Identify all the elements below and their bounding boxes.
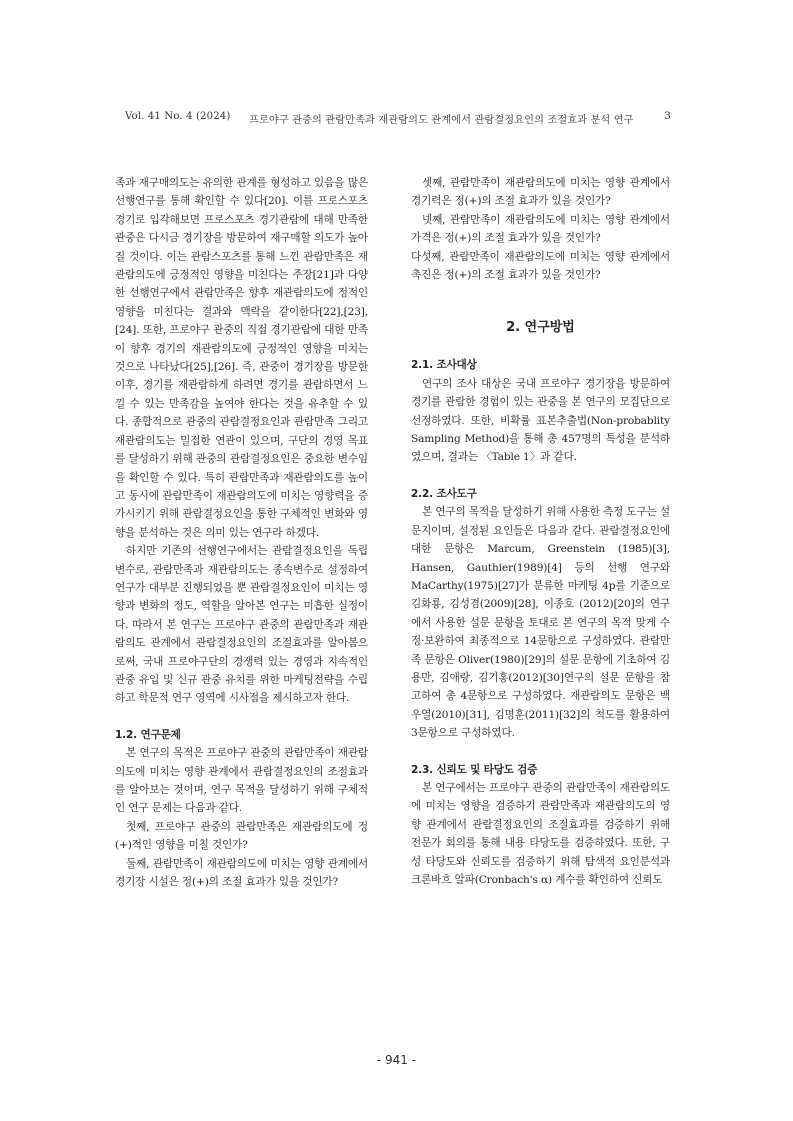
section-heading-2-3: 2.3. 신뢰도 및 타당도 검증 [411,763,538,776]
running-header [125,111,671,126]
paragraph: 넷째, 관람만족이 재관람의도에 미치는 영향 관계에서 가격은 정(+)의 조절 효과가 있을 것인가? [411,213,670,245]
paragraph: 다섯째, 관람만족이 재관람의도에 미치는 영향 관계에서 촉진은 정(+)의 조절 효과가 있을 것인가? [411,250,670,282]
paragraph: 첫째, 프로야구 관중의 관람만족은 재관람의도에 정(+)적인 영향을 미칠 것인가? [115,820,368,852]
left-column [115,174,368,891]
paragraph: 셋째, 관람만족이 재관람의도에 미치는 영향 관계에서 경기력은 정(+)의 조절 효과가 있을 것인가? [411,177,670,208]
paragraph: 족과 재구매의도는 유의한 관계를 형성하고 있음을 많은 선행연구를 통해 확인할 수 있다[20]. 이를 프로스포츠 경기로 입각해보면 프로스포츠 경기관람에 대해 만족한 관중은 다시금 경기장을 방문하여 재구매할 의도가 높아질 것이다. 이는 관람스포츠를 통해 느낀 관람만족은 재관람의도에 긍정적인 영향을 미친다는 주장[21]과 다양한 선행연구에서 관람만족은 향후 재관람의도에 정적인 영향을 미친다는 결과와 맥락을 같이한다[22],[23],[24]. 또한, 프로야구 관중의 직접 경기관람에 대한 만족이 향후 경기의 재관람의도에 긍정적인 영향을 미치는 것으로 나타났다[25],[26]. 즉, 관중이 경기장을 방문한 이후, 경기를 재관람하게 하려면 경기를 관람하면서 느낄 수 있는 만족감을 높여야 한다는 것을 유추할 수 있다. 종합적으로 관중의 관람결정요인과 관람만족 그리고 재관람의도는 밀접한 연관이 있으며, 구단의 경영 목표를 달성하기 위해 관중의 관람결정요인은 중요한 변수임을 확인할 수 있다. 특히 관람만족과 재관람의도를 높이고 동시에 관람만족이 재관람의도에 미치는 영향력을 증가시키기 위해 관람결정요인을 통한 구체적인 변화와 영향을 분석하는 것은 의미 있는 연구라 하겠다. [115,177,368,539]
paragraph: 둘째, 관람만족이 재관람의도에 미치는 영향 관계에서 경기장 시설은 정(+)의 조절 효과가 있을 것인가? [115,857,368,889]
paragraph: 본 연구의 목적을 달성하기 위해 사용한 측정 도구는 설문지이며, 설정된 요인들은 다음과 같다. 관람결정요인에 대한 문항은 Marcum, Greenstein (1985)[3], Hansen, Gauthier(1989)[4] 등의 선행 연구와 MaCarthy(1975)[27]가 분류한 마케팅 4p를 기준으로 김화룡, 김성겸(2009)[28], 이종호 (2012)[20]의 연구에서 사용한 설문 문항을 토대로 본 연구의 목적 맞게 수정·보완하여 최종적으로 14문항으로 구성하였다. 관람만족 문항은 Oliver(1980)[29]의 설문 문항에 기초하여 김용만, 김애랑, 김기홍(2012)[30]연구의 설문 문항을 참고하여 총 4문항으로 구성하였다. 재관람의도 문항은 백우열(2010)[31], 김명훈(2011)[32]의 척도를 활용하여 3문항으로 구성하였다. [411,506,670,740]
section-heading-2: 2. 연구방법 [506,320,575,336]
page-number: - 941 - [376,1053,417,1067]
running-title: 프로야구 관중의 관람만족과 재관람의도 관계에서 관람결정요인의 조절효과 분석 연구 [249,115,634,126]
paragraph: 본 연구에서는 프로야구 관중의 관람만족이 재관람의도에 미치는 영향을 검증하기 관람만족과 재관람의도의 영향 관계에서 관람결정요인의 조절효과를 검증하기 위해 전문가 회의를 통해 내용 타당도를 검증하였다. 또한, 구성 타당도와 신뢰도를 검증하기 위해 탐색적 요인분석과 크론바흐 알파(Cronbach's α) 계수를 확인하여 신뢰도 [411,781,671,886]
header-page-number: 3 [664,111,671,122]
section-heading-1-2: 1.2. 연구문제 [115,728,181,741]
journal-volume: Vol. 41 No. 4 (2024) [125,111,231,122]
paragraph: 연구의 조사 대상은 국내 프로야구 경기장을 방문하여 경기를 관람한 경험이 있는 관중을 본 연구의 모집단으로 선정하였다. 또한, 비확률 표본추출법(Non-probablity Sampling Method)을 통해 총 457명의 특성을 분석하였으며, 결과는 〈Table 1〉과 같다. [411,377,670,464]
paragraph: 하지만 기존의 선행연구에서는 관람결정요인을 독립변수로, 관람만족과 재관람의도는 종속변수로 설정하여 연구가 대부분 진행되었을 뿐 관람결정요인이 미치는 영향과 변화의 정도, 역할을 알아본 연구는 미흡한 실정이다. 따라서 본 연구는 프로야구 관중의 관람만족과 재관람의도 관계에서 관람결정요인의 조절효과를 알아봄으로써, 국내 프로야구단의 경쟁력 있는 경영과 지속적인 관중 유입 및 신규 관중 유치를 위한 마케팅전략을 수립하고 학문적 연구 영역에 시사점을 제시하고자 한다. [115,545,368,705]
section-heading-2-2: 2.2. 조사도구 [411,487,477,500]
paragraph: 본 연구의 목적은 프로야구 관중의 관람만족이 재관람의도에 미치는 영향 관계에서 관람결정요인의 조절효과를 알아보는 것이며, 연구 목적을 달성하기 위해 구체적인 연구 문제는 다음과 같다. [115,747,368,815]
section-heading-2-1: 2.1. 조사대상 [411,359,477,372]
right-column [411,174,670,889]
